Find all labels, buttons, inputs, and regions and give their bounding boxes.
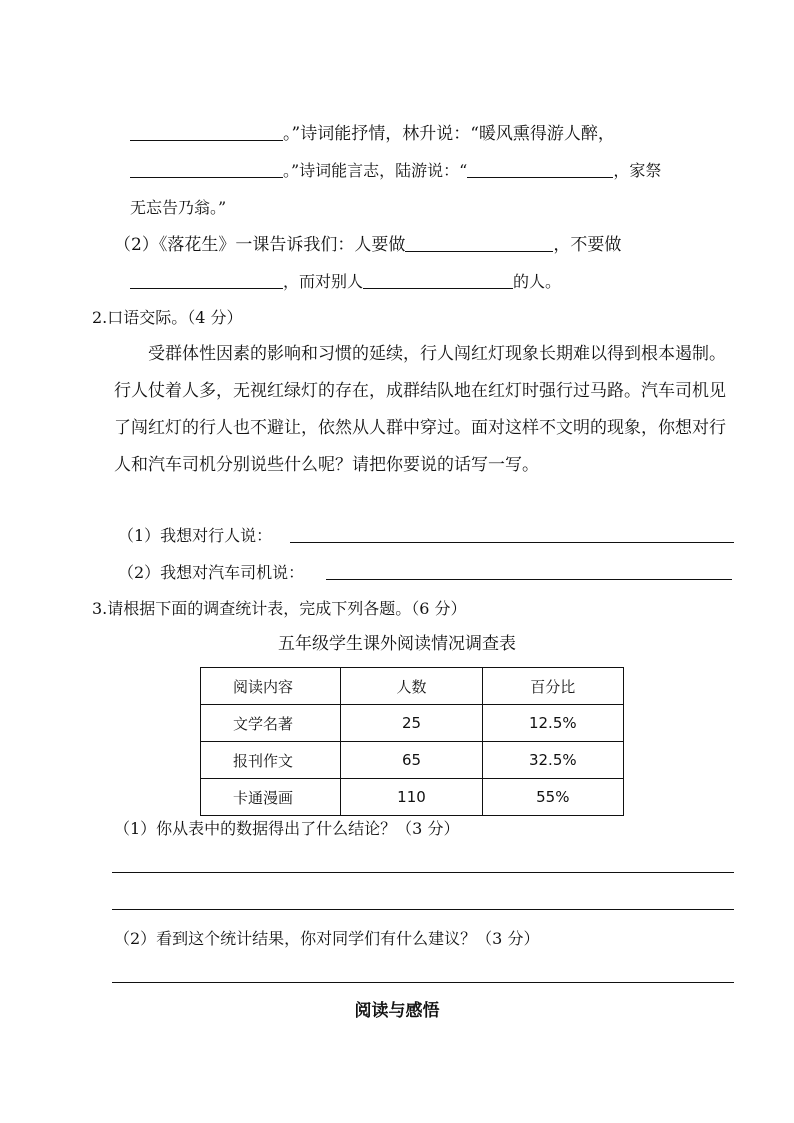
poem-line-2-end: ，家祭 [613,161,662,180]
answer-blank[interactable] [130,272,283,289]
table-title: 五年级学生课外阅读情况调查表 [278,634,516,654]
table-cell: 12.5% [482,705,623,742]
question-3-sub2: （2）看到这个统计结果，你对同学们有什么建议？（3 分） [114,929,540,948]
answer-line[interactable] [326,579,732,580]
answer-blank[interactable] [130,124,283,141]
table-header-cell: 阅读内容 [201,668,341,705]
table-cell: 32.5% [482,742,623,779]
answer-blank[interactable] [405,235,553,252]
section-title: 阅读与感悟 [354,1001,440,1021]
answer-line[interactable] [112,872,734,873]
poem-line-2-text: 。”诗词能言志，陆游说：“ [283,161,468,180]
table-cell: 55% [482,779,623,816]
question-1-2-end: 的人。 [513,272,562,291]
table-header-cell: 百分比 [482,668,623,705]
question-2-sub2-label: （2）我想对汽车司机说： [118,563,305,582]
answer-blank[interactable] [130,161,283,178]
answer-line[interactable] [290,542,734,543]
question-2-paragraph: 受群体性因素的影响和习惯的延续，行人闯红灯现象长期难以得到根本遏制。行人仗着人多，无视红绿灯的存在，成群结队地在红灯时强行过马路。汽车司机见了闯红灯的行人也不避让，依然从人群中穿过。面对这样不文明的现象，你想对行人和汽车司机分别说些什么呢？请把你要说的话写一写。 [114,344,726,475]
question-2-sub1 [118,524,272,548]
survey-table [200,667,624,816]
question-2-sub2 [118,561,304,585]
answer-blank[interactable] [467,161,613,178]
question-2-sub1-label: （1）我想对行人说： [118,526,273,545]
table-row [201,705,624,742]
question-1-2-start: （2）《落花生》一课告诉我们：人要做 [114,235,406,255]
poem-line-1 [130,122,615,146]
question-3-heading: 3.请根据下面的调查统计表，完成下列各题。（6 分） [92,599,467,618]
table-header-cell: 人数 [341,668,482,705]
question-1-2-mid2: ，而对别人 [283,272,364,291]
question-1-2 [114,233,621,257]
question-2-heading: 2.口语交际。（4 分） [92,308,243,327]
question-3-sub1: （1）你从表中的数据得出了什么结论？（3 分） [114,819,460,838]
question-1-2-cont [130,270,561,294]
poem-line-3: 无忘告乃翁。” [130,198,227,217]
poem-line-1-text: 。”诗词能抒情，林升说：“暖风熏得游人醉， [283,124,615,144]
question-1-2-mid1: ，不要做 [553,235,622,255]
table-cell: 卡通漫画 [201,779,341,816]
table-header-row [201,668,624,705]
table-cell: 文学名著 [201,705,341,742]
answer-line[interactable] [112,909,734,910]
answer-line[interactable] [112,982,734,983]
table-row [201,742,624,779]
table-cell: 25 [341,705,482,742]
table-row [201,779,624,816]
poem-line-2 [130,159,661,183]
table-cell: 报刊作文 [201,742,341,779]
table-cell: 110 [341,779,482,816]
answer-blank[interactable] [363,272,513,289]
table-cell: 65 [341,742,482,779]
